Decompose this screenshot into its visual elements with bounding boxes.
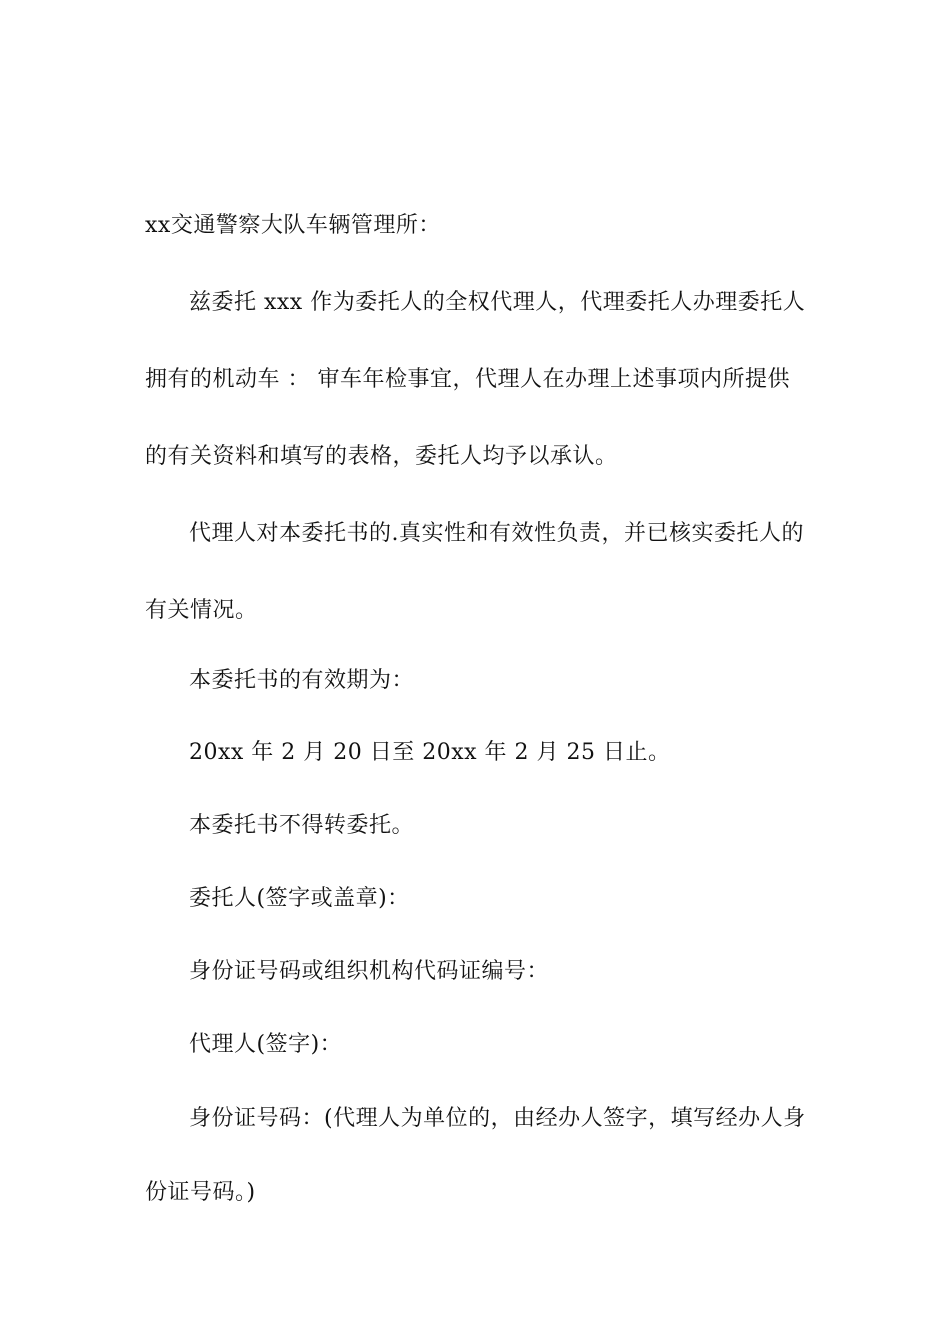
validity-heading: 本委托书的有效期为： [189, 668, 415, 693]
principal-id-label: 身份证号码或组织机构代码证编号： [189, 959, 550, 984]
salutation: xx交通警察大队车辆管理所： [145, 213, 441, 238]
paragraph-2-line-2: 有关情况。 [145, 598, 258, 623]
agent-id-label-line-2: 份证号码。) [145, 1180, 256, 1205]
no-subdelegation-note: 本委托书不得转委托。 [189, 813, 415, 838]
paragraph-1-line-3: 的有关资料和填写的表格，委托人均予以承认。 [145, 444, 618, 469]
paragraph-2-line-1: 代理人对本委托书的.真实性和有效性负责，并已核实委托人的 [189, 521, 804, 546]
paragraph-1-line-1: 兹委托 xxx 作为委托人的全权代理人，代理委托人办理委托人 [189, 290, 806, 315]
principal-signature-label: 委托人(签字或盖章)： [189, 886, 410, 911]
paragraph-1-line-2: 拥有的机动车 ： 审车年检事宜，代理人在办理上述事项内所提供 [145, 367, 790, 392]
validity-dates: 20xx 年 2 月 20 日至 20xx 年 2 月 25 日止。 [189, 740, 671, 765]
agent-signature-label: 代理人(签字)： [189, 1032, 343, 1057]
agent-id-label-line-1: 身份证号码：(代理人为单位的，由经办人签字，填写经办人身 [189, 1106, 806, 1131]
